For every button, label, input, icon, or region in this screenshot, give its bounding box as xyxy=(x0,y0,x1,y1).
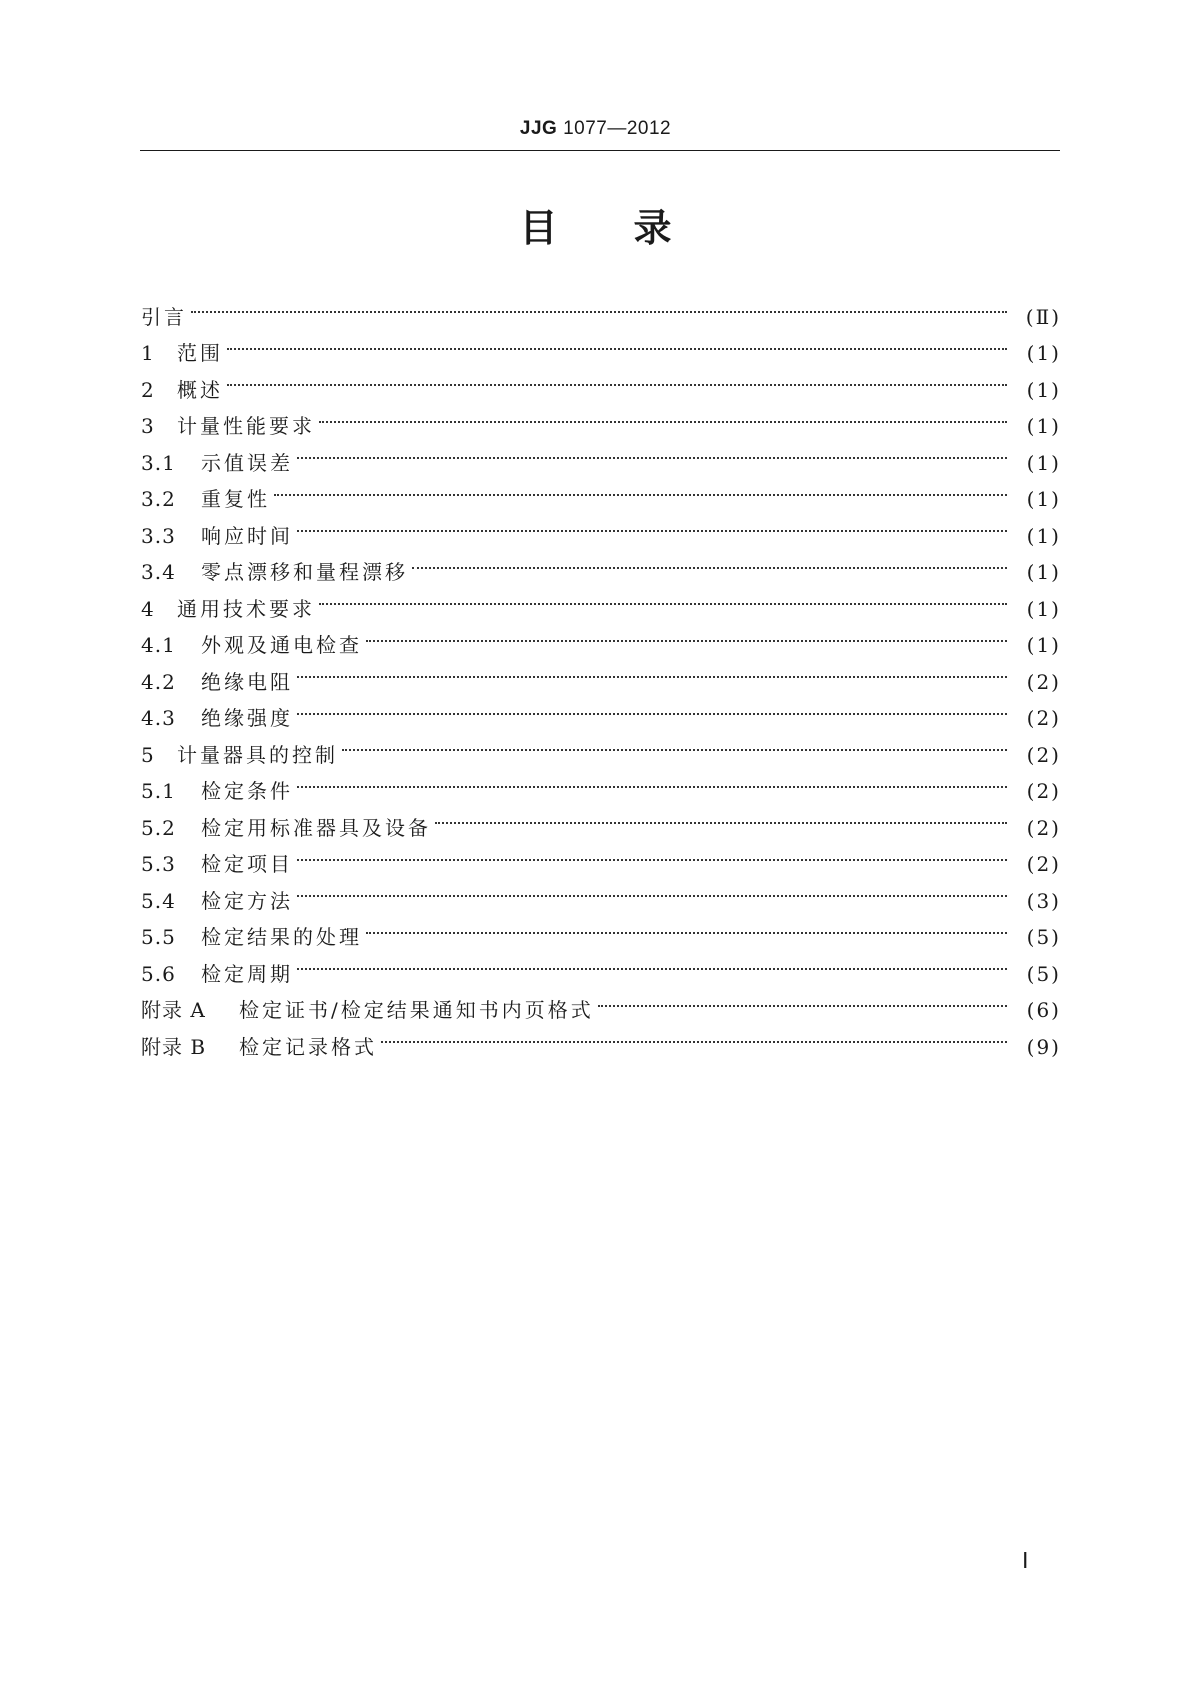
toc-entry-page: (2) xyxy=(1026,742,1061,767)
toc-dot-leader xyxy=(297,689,1007,726)
toc-entry-label: 检定记录格式 xyxy=(239,1034,377,1059)
toc-entry-number: 1 xyxy=(141,341,155,365)
toc-entry[interactable] xyxy=(141,470,1061,511)
toc-dot-leader xyxy=(297,652,1007,689)
toc-entry-number: 4 xyxy=(141,596,155,621)
toc-entry-number: 5.4 xyxy=(141,888,176,913)
toc-entry-number: 5.1 xyxy=(141,779,176,803)
toc-entry-label: 范围 xyxy=(177,341,223,365)
toc-dot-leader xyxy=(297,762,1007,799)
toc-entry-label: 示值误差 xyxy=(201,450,293,475)
toc-entry-label: 响应时间 xyxy=(201,523,293,548)
toc-entry-number: 3.1 xyxy=(141,450,176,475)
toc-title-char-2: 录 xyxy=(633,206,672,250)
toc-entry-number: 附录 A xyxy=(141,998,206,1022)
toc-entry-number: 附录 B xyxy=(141,1034,207,1059)
toc-entry-page: (2) xyxy=(1026,852,1061,876)
toc-dot-leader xyxy=(274,470,1007,507)
toc-entry-label: 绝缘电阻 xyxy=(201,669,293,694)
toc-entry-label: 概述 xyxy=(177,377,223,402)
toc-entry-page: (1) xyxy=(1026,560,1061,584)
running-header xyxy=(0,118,1191,140)
toc-dot-leader xyxy=(227,360,1007,397)
toc-entry-number: 4.3 xyxy=(141,706,176,730)
toc-title-char-1: 目 xyxy=(519,206,558,250)
toc-entry-label: 检定项目 xyxy=(201,852,293,876)
toc-dot-leader xyxy=(297,506,1007,543)
toc-entry-number: 3.4 xyxy=(141,560,176,584)
toc-dot-leader xyxy=(598,981,1007,1018)
toc-entry-label: 零点漂移和量程漂移 xyxy=(201,560,408,584)
toc-entry-label: 计量器具的控制 xyxy=(177,742,338,767)
toc-entry-page: (1) xyxy=(1026,377,1061,402)
toc-entry-page: (2) xyxy=(1026,779,1061,803)
toc-dot-leader xyxy=(319,579,1007,616)
toc-entry-number: 5.6 xyxy=(141,961,176,986)
toc-entry-page: (6) xyxy=(1026,998,1061,1022)
header-divider xyxy=(140,150,1060,151)
toc-entry-page: (3) xyxy=(1026,888,1061,913)
toc-entry-label: 绝缘强度 xyxy=(201,706,293,730)
toc-entry-label: 重复性 xyxy=(201,487,270,511)
toc-entry-label: 检定周期 xyxy=(201,961,293,986)
toc-entry-number: 3 xyxy=(141,414,155,438)
toc-entry[interactable] xyxy=(141,360,1061,402)
toc-entry-number: 4.2 xyxy=(141,669,176,694)
toc-dot-leader xyxy=(342,725,1007,762)
toc-dot-leader xyxy=(227,324,1007,361)
toc-dot-leader xyxy=(435,798,1007,835)
toc-entry-page: (2) xyxy=(1026,706,1061,730)
toc-entry-page: (1) xyxy=(1026,523,1061,548)
toc-entry-page: (Ⅱ) xyxy=(1025,304,1061,329)
toc-entry[interactable] xyxy=(141,397,1061,438)
toc-dot-leader xyxy=(191,287,1007,324)
toc-entry-page: (5) xyxy=(1026,925,1061,949)
toc-entry[interactable] xyxy=(141,324,1061,365)
toc-entry-number: 3.3 xyxy=(141,523,176,548)
toc-dot-leader xyxy=(366,616,1007,653)
page-number: Ⅰ xyxy=(1022,1548,1029,1573)
toc-entry-page: (1) xyxy=(1026,341,1061,365)
toc-entry[interactable] xyxy=(141,287,1061,329)
toc-entry-page: (5) xyxy=(1026,961,1061,986)
toc-entry-label: 检定证书/检定结果通知书内页格式 xyxy=(239,998,594,1022)
standard-code: JJG xyxy=(519,118,558,139)
toc-entry-label: 检定用标准器具及设备 xyxy=(201,815,431,840)
toc-entry-page: (1) xyxy=(1026,596,1061,621)
toc-entry-page: (2) xyxy=(1026,669,1061,694)
toc-entry-page: (1) xyxy=(1026,487,1061,511)
toc-entry[interactable] xyxy=(141,506,1061,548)
toc-dot-leader xyxy=(319,397,1007,434)
toc-entry-page: (2) xyxy=(1026,815,1061,840)
toc-entry-number: 5.5 xyxy=(141,925,176,949)
toc-entry-label: 计量性能要求 xyxy=(177,414,315,438)
toc-entry-number: 4.1 xyxy=(141,633,176,657)
toc-entry-number: 5.2 xyxy=(141,815,176,840)
toc-entry-number: 2 xyxy=(141,377,155,402)
toc-entry-label: 通用技术要求 xyxy=(177,596,315,621)
toc-dot-leader xyxy=(297,835,1007,872)
toc-entry-page: (9) xyxy=(1026,1034,1061,1059)
toc-dot-leader xyxy=(297,944,1007,981)
toc-entry-label: 检定条件 xyxy=(201,779,293,803)
toc-entry-number: 5.3 xyxy=(141,852,176,876)
toc-entry-number: 5 xyxy=(141,742,155,767)
toc-dot-leader xyxy=(381,1017,1007,1054)
toc-entry-page: (1) xyxy=(1026,414,1061,438)
toc-dot-leader xyxy=(412,543,1007,580)
toc-dot-leader xyxy=(297,871,1007,908)
toc-title xyxy=(0,203,1191,253)
toc-list xyxy=(141,287,1061,1059)
toc-dot-leader xyxy=(297,433,1007,470)
toc-entry-page: (1) xyxy=(1026,633,1061,657)
toc-entry-label: 检定方法 xyxy=(201,888,293,913)
toc-entry-page: (1) xyxy=(1026,450,1061,475)
toc-entry-number: 3.2 xyxy=(141,487,176,511)
toc-dot-leader xyxy=(366,908,1007,945)
standard-number: 1077—2012 xyxy=(563,118,672,139)
toc-entry-label: 检定结果的处理 xyxy=(201,925,362,949)
toc-entry-label: 外观及通电检查 xyxy=(201,633,362,657)
toc-entry-label: 引言 xyxy=(141,304,187,329)
